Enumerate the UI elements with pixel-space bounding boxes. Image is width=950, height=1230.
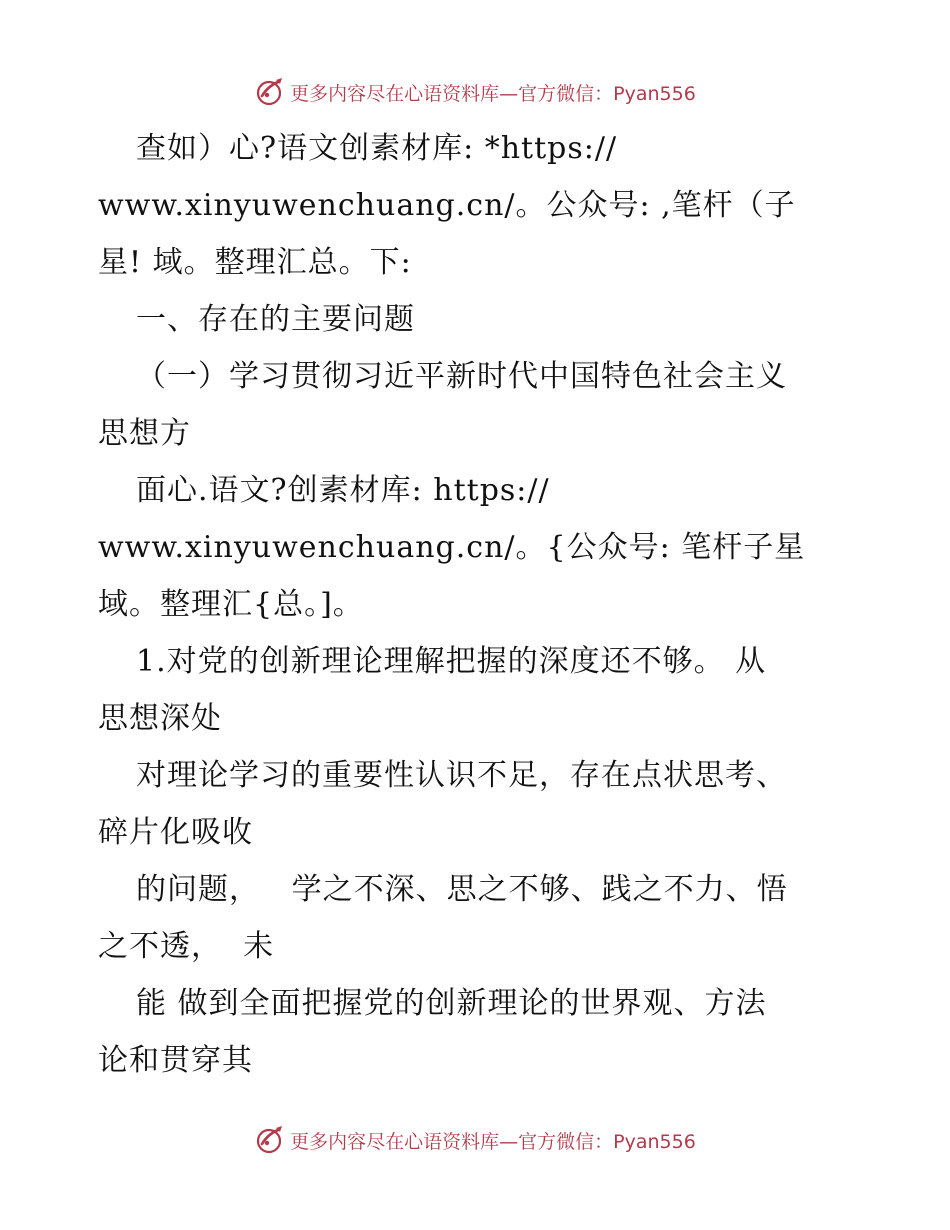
text-line: 查如）心?语文创素材库: *https:// (136, 131, 618, 166)
text-line: 能 做到全面把握党的创新理论的世界观、方法 (136, 986, 767, 1021)
text-line: 之不透， 未 (98, 929, 275, 964)
text-line: 星! 域。整理汇总。下: (98, 245, 412, 280)
text-line: 论和贯穿其 (98, 1043, 253, 1078)
text-line: 域。整理汇{总。]。 (98, 587, 364, 622)
section-heading: 一、存在的主要问题 (136, 302, 415, 337)
text-line: www.xinyuwenchuang.cn/。公众号: ,笔杆（子 (98, 188, 796, 223)
text-line: 思想方 (98, 416, 191, 451)
text-line: 对理论学习的重要性认识不足，存在点状思考、 (136, 758, 787, 793)
subsection-heading: （一）学习贯彻习近平新时代中国特色社会主义 (136, 359, 787, 394)
pen-seal-logo-icon (254, 76, 286, 108)
text-line: 1.对党的创新理论理解把握的深度还不够。 从 (136, 644, 767, 679)
text-line: www.xinyuwenchuang.cn/。{公众号: 笔杆子星 (98, 530, 806, 565)
header-banner (0, 72, 950, 112)
text-line: 思想深处 (98, 701, 222, 736)
document-body (98, 120, 918, 1089)
text-line: 面心.语文?创素材库: https:// (136, 473, 550, 508)
footer-banner-text: 更多内容尽在心语资料库—官方微信：Pyan556 (290, 1130, 696, 1153)
footer-banner (0, 1120, 950, 1160)
text-line: 碎片化吸收 (98, 815, 253, 850)
text-line: 的问题， 学之不深、思之不够、践之不力、悟 (136, 872, 788, 907)
pen-seal-logo-icon (254, 1124, 286, 1156)
header-banner-text: 更多内容尽在心语资料库—官方微信：Pyan556 (290, 82, 696, 105)
